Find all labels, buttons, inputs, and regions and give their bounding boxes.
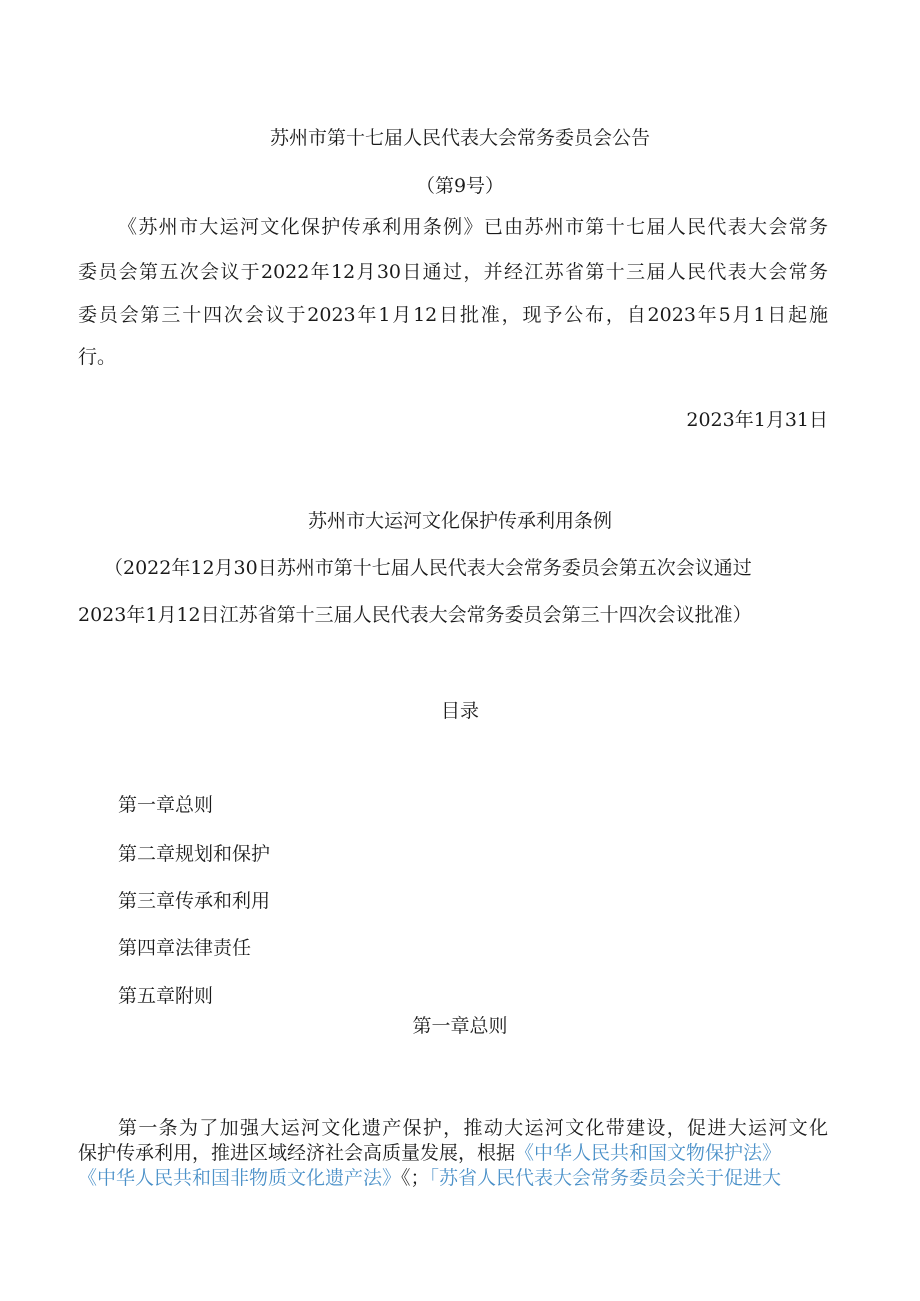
toc-item[interactable]: 第二章规划和保护 [118, 843, 271, 865]
announcement-body-line-3: 委员会第三十四次会议于2023年1月12日批准，现予公布，自2023年5月1日起施 [78, 304, 828, 326]
law-link[interactable]: 「苏省人民代表大会常务委员会关于促进大 [429, 1167, 782, 1189]
toc-item[interactable]: 第四章法律责任 [118, 937, 252, 959]
regulation-title: 苏州市大运河文化保护传承利用条例 [307, 510, 612, 532]
article-1-line-3 [78, 1166, 781, 1190]
toc-item[interactable]: 第一章总则 [118, 794, 214, 816]
toc-heading: 目录 [440, 700, 479, 722]
regulation-adoption-line-2: 2023年1月12日江苏省第十三届人民代表大会常务委员会第三十四次会议批准） [78, 604, 752, 626]
law-link[interactable]: 《中华人民共和国文物保护法》 [515, 1142, 782, 1164]
announcement-date: 2023年1月31日 [686, 409, 828, 431]
regulation-adoption-line-1: （2022年12月30日苏州市第十七届人民代表大会常务委员会第五次会议通过 [104, 557, 752, 579]
chapter-heading: 第一章总则 [412, 1015, 508, 1037]
announcement-body-line-4: 行。 [78, 346, 117, 368]
toc-item[interactable]: 第三章传承和利用 [118, 890, 271, 912]
article-1-text: 《； [401, 1167, 430, 1189]
announcement-body-line-1: 《苏州市大运河文化保护传承利用条例》已由苏州市第十七届人民代表大会常务 [118, 216, 828, 238]
article-1-line-2 [78, 1141, 781, 1165]
law-link[interactable]: 《中华人民共和国非物质文化遗产法》 [78, 1167, 402, 1189]
announcement-number: （第9号） [415, 175, 505, 197]
article-1-line-1: 第一条为了加强大运河文化遗产保护，推动大运河文化带建设，促进大运河文化 [118, 1117, 828, 1139]
announcement-body-line-2: 委员会第五次会议于2022年12月30日通过，并经江苏省第十三届人民代表大会常务 [78, 261, 828, 283]
toc-item[interactable]: 第五章附则 [118, 985, 214, 1007]
article-1-text: 保护传承利用，推进区域经济社会高质量发展，根据 [78, 1142, 516, 1164]
announcement-title: 苏州市第十七届人民代表大会常务委员会公告 [269, 127, 650, 149]
